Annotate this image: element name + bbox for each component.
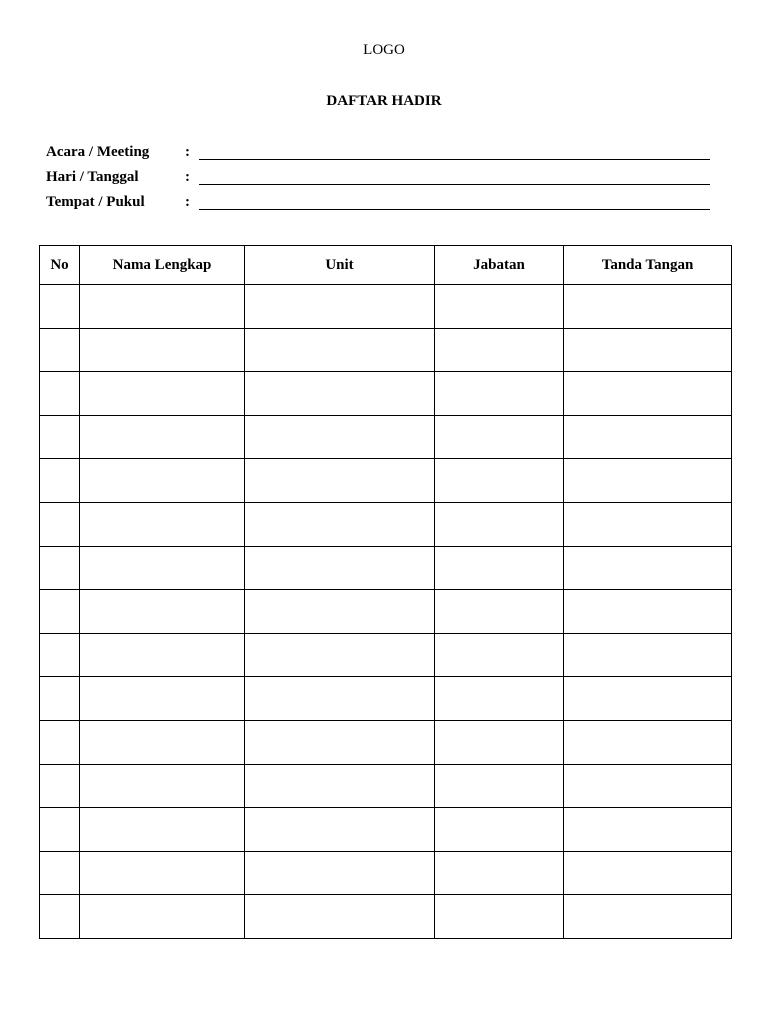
cell-nama-lengkap[interactable] xyxy=(80,851,245,895)
cell-jabatan[interactable] xyxy=(435,502,564,546)
cell-no[interactable] xyxy=(40,720,80,764)
column-header-jabatan: Jabatan xyxy=(435,246,564,285)
cell-tanda-tangan[interactable] xyxy=(564,720,732,764)
cell-nama-lengkap[interactable] xyxy=(80,459,245,503)
cell-jabatan[interactable] xyxy=(435,764,564,808)
cell-tanda-tangan[interactable] xyxy=(564,328,732,372)
cell-jabatan[interactable] xyxy=(435,633,564,677)
table-row xyxy=(40,546,732,590)
cell-unit[interactable] xyxy=(245,808,435,852)
table-row xyxy=(40,590,732,634)
info-label-tempat: Tempat / Pukul xyxy=(46,194,145,210)
cell-unit[interactable] xyxy=(245,764,435,808)
cell-unit[interactable] xyxy=(245,502,435,546)
table-row xyxy=(40,372,732,416)
cell-unit[interactable] xyxy=(245,546,435,590)
cell-nama-lengkap[interactable] xyxy=(80,328,245,372)
cell-nama-lengkap[interactable] xyxy=(80,546,245,590)
cell-jabatan[interactable] xyxy=(435,590,564,634)
cell-nama-lengkap[interactable] xyxy=(80,808,245,852)
cell-tanda-tangan[interactable] xyxy=(564,502,732,546)
cell-no[interactable] xyxy=(40,590,80,634)
cell-tanda-tangan[interactable] xyxy=(564,372,732,416)
cell-nama-lengkap[interactable] xyxy=(80,285,245,329)
cell-unit[interactable] xyxy=(245,895,435,939)
column-header-tanda-tangan: Tanda Tangan xyxy=(564,246,732,285)
cell-jabatan[interactable] xyxy=(435,851,564,895)
cell-jabatan[interactable] xyxy=(435,546,564,590)
table-row xyxy=(40,502,732,546)
table-header-row xyxy=(40,246,732,285)
cell-unit[interactable] xyxy=(245,590,435,634)
cell-tanda-tangan[interactable] xyxy=(564,895,732,939)
cell-jabatan[interactable] xyxy=(435,895,564,939)
table-row xyxy=(40,764,732,808)
cell-tanda-tangan[interactable] xyxy=(564,459,732,503)
page-title: DAFTAR HADIR xyxy=(326,93,442,109)
table-row xyxy=(40,895,732,939)
cell-nama-lengkap[interactable] xyxy=(80,677,245,721)
cell-unit[interactable] xyxy=(245,285,435,329)
cell-jabatan[interactable] xyxy=(435,328,564,372)
cell-tanda-tangan[interactable] xyxy=(564,415,732,459)
logo-placeholder: LOGO xyxy=(363,42,405,58)
table-row xyxy=(40,328,732,372)
table-row xyxy=(40,720,732,764)
table-row xyxy=(40,459,732,503)
info-colon: : xyxy=(185,194,190,210)
info-colon: : xyxy=(185,144,190,160)
cell-tanda-tangan[interactable] xyxy=(564,546,732,590)
info-label-acara: Acara / Meeting xyxy=(46,144,150,160)
cell-no[interactable] xyxy=(40,459,80,503)
info-row-acara xyxy=(46,144,726,164)
cell-unit[interactable] xyxy=(245,328,435,372)
table-row xyxy=(40,633,732,677)
info-colon: : xyxy=(185,169,190,185)
column-header-no: No xyxy=(40,246,80,285)
cell-nama-lengkap[interactable] xyxy=(80,720,245,764)
table-row xyxy=(40,677,732,721)
cell-unit[interactable] xyxy=(245,372,435,416)
cell-nama-lengkap[interactable] xyxy=(80,764,245,808)
cell-jabatan[interactable] xyxy=(435,459,564,503)
attendance-table xyxy=(39,245,732,939)
info-fill-line-hari[interactable] xyxy=(199,184,710,185)
cell-jabatan[interactable] xyxy=(435,285,564,329)
cell-tanda-tangan[interactable] xyxy=(564,590,732,634)
info-fill-line-tempat[interactable] xyxy=(199,209,710,210)
cell-jabatan[interactable] xyxy=(435,415,564,459)
info-row-tempat xyxy=(46,194,726,214)
cell-no[interactable] xyxy=(40,285,80,329)
table-row xyxy=(40,851,732,895)
table-body xyxy=(40,285,732,939)
cell-nama-lengkap[interactable] xyxy=(80,590,245,634)
cell-no[interactable] xyxy=(40,502,80,546)
cell-tanda-tangan[interactable] xyxy=(564,764,732,808)
column-header-nama-lengkap: Nama Lengkap xyxy=(80,246,245,285)
cell-nama-lengkap[interactable] xyxy=(80,502,245,546)
cell-jabatan[interactable] xyxy=(435,808,564,852)
table-row xyxy=(40,415,732,459)
cell-jabatan[interactable] xyxy=(435,720,564,764)
cell-no[interactable] xyxy=(40,546,80,590)
cell-unit[interactable] xyxy=(245,415,435,459)
info-row-hari xyxy=(46,169,726,189)
cell-nama-lengkap[interactable] xyxy=(80,415,245,459)
cell-no[interactable] xyxy=(40,677,80,721)
cell-no[interactable] xyxy=(40,328,80,372)
cell-unit[interactable] xyxy=(245,677,435,721)
cell-unit[interactable] xyxy=(245,720,435,764)
cell-jabatan[interactable] xyxy=(435,677,564,721)
cell-no[interactable] xyxy=(40,372,80,416)
cell-tanda-tangan[interactable] xyxy=(564,633,732,677)
info-label-hari: Hari / Tanggal xyxy=(46,169,139,185)
cell-nama-lengkap[interactable] xyxy=(80,895,245,939)
cell-no[interactable] xyxy=(40,415,80,459)
cell-tanda-tangan[interactable] xyxy=(564,677,732,721)
info-fill-line-acara[interactable] xyxy=(199,159,710,160)
cell-jabatan[interactable] xyxy=(435,372,564,416)
cell-no[interactable] xyxy=(40,764,80,808)
cell-no[interactable] xyxy=(40,895,80,939)
cell-unit[interactable] xyxy=(245,851,435,895)
cell-unit[interactable] xyxy=(245,459,435,503)
table-row xyxy=(40,285,732,329)
cell-nama-lengkap[interactable] xyxy=(80,633,245,677)
cell-no[interactable] xyxy=(40,851,80,895)
cell-nama-lengkap[interactable] xyxy=(80,372,245,416)
cell-unit[interactable] xyxy=(245,633,435,677)
cell-no[interactable] xyxy=(40,808,80,852)
column-header-unit: Unit xyxy=(245,246,435,285)
cell-tanda-tangan[interactable] xyxy=(564,851,732,895)
cell-tanda-tangan[interactable] xyxy=(564,808,732,852)
table-row xyxy=(40,808,732,852)
cell-no[interactable] xyxy=(40,633,80,677)
cell-tanda-tangan[interactable] xyxy=(564,285,732,329)
